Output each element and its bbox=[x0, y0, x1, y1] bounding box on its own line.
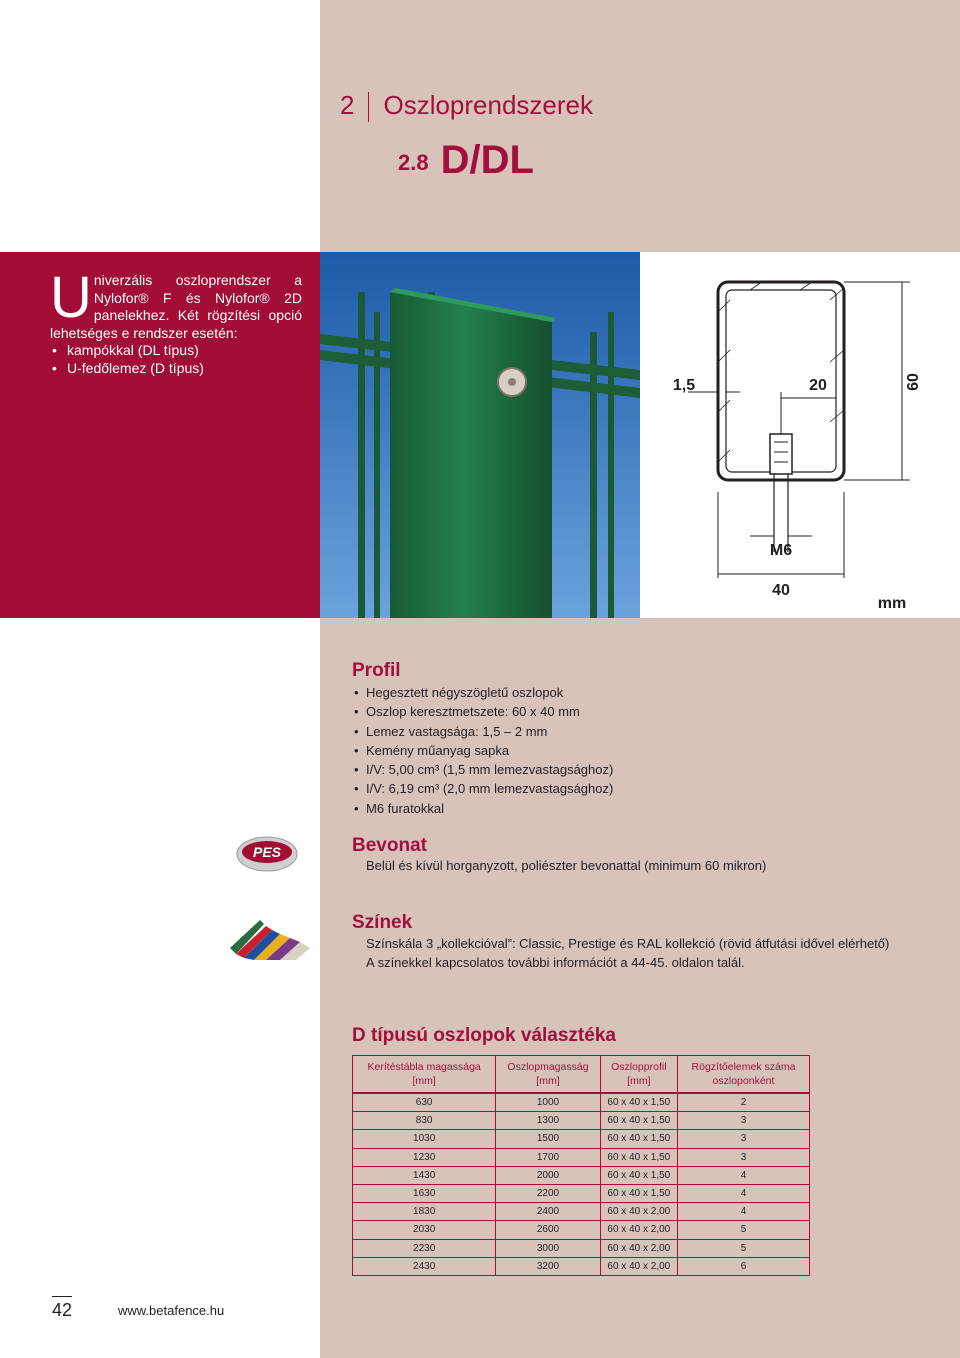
bolt-socket bbox=[508, 378, 516, 386]
wire-vertical bbox=[608, 312, 614, 618]
table-cell: 6 bbox=[678, 1257, 810, 1275]
table-cell: 630 bbox=[353, 1093, 496, 1112]
column-header-unit: oszloponként bbox=[712, 1075, 775, 1087]
column-header-unit: [mm] bbox=[627, 1075, 651, 1087]
dim-height: 60 bbox=[905, 373, 922, 391]
table-cell: 60 x 40 x 2,00 bbox=[600, 1257, 677, 1275]
page-number: 42 bbox=[52, 1300, 73, 1320]
szinek-heading: Színek bbox=[352, 912, 413, 933]
table-cell: 1430 bbox=[353, 1166, 496, 1184]
column-header-label: Oszlopmagasság bbox=[507, 1061, 589, 1073]
table-cell: 4 bbox=[678, 1166, 810, 1184]
bevonat-heading: Bevonat bbox=[352, 835, 427, 856]
intro-bullet: • U-fedőlemez (D típus) bbox=[50, 360, 302, 378]
table-row bbox=[353, 1148, 810, 1166]
table-cell: 1630 bbox=[353, 1184, 496, 1202]
profil-item: • Oszlop keresztmetszete: 60 x 40 mm bbox=[352, 702, 613, 721]
table-cell: 3200 bbox=[496, 1257, 600, 1275]
table-cell: 830 bbox=[353, 1112, 496, 1130]
dim-thickness: 1,5 bbox=[672, 377, 696, 394]
table-cell: 60 x 40 x 2,00 bbox=[600, 1221, 677, 1239]
column-header-label: Rögzítőelemek száma bbox=[691, 1061, 796, 1073]
section-title bbox=[398, 138, 534, 183]
table-cell: 60 x 40 x 1,50 bbox=[600, 1093, 677, 1112]
dim-bolt: M6 bbox=[769, 542, 793, 559]
table-cell: 4 bbox=[678, 1184, 810, 1202]
table-cell: 2 bbox=[678, 1093, 810, 1112]
table-row bbox=[353, 1130, 810, 1148]
table-cell: 2430 bbox=[353, 1257, 496, 1275]
profil-item: • I/V: 5,00 cm³ (1,5 mm lemezvastagsághoz) bbox=[352, 760, 613, 779]
profil-list bbox=[352, 683, 613, 818]
cross-section-drawing bbox=[640, 252, 960, 618]
page-number-rule bbox=[52, 1296, 72, 1297]
table-cell: 5 bbox=[678, 1221, 810, 1239]
column-header-unit: [mm] bbox=[536, 1075, 560, 1087]
intro-bullet: • kampókkal (DL típus) bbox=[50, 342, 302, 360]
szinek-text bbox=[366, 934, 889, 973]
profil-item: • Lemez vastagsága: 1,5 – 2 mm bbox=[352, 722, 613, 741]
table-cell: 60 x 40 x 1,50 bbox=[600, 1184, 677, 1202]
intro-bullets bbox=[50, 342, 302, 377]
dim-offset: 20 bbox=[809, 377, 827, 394]
chapter-separator bbox=[368, 92, 369, 122]
table-cell: 60 x 40 x 2,00 bbox=[600, 1203, 677, 1221]
table-cell: 60 x 40 x 1,50 bbox=[600, 1112, 677, 1130]
intro-text bbox=[50, 265, 302, 377]
profil-heading: Profil bbox=[352, 660, 401, 681]
table-cell: 1830 bbox=[353, 1203, 496, 1221]
nut bbox=[770, 434, 792, 474]
green-post bbox=[390, 292, 552, 618]
table-cell: 2030 bbox=[353, 1221, 496, 1239]
table-row bbox=[353, 1257, 810, 1275]
website-link[interactable]: www.betafence.hu bbox=[118, 1303, 225, 1318]
table-cell: 1230 bbox=[353, 1148, 496, 1166]
chapter-title: Oszloprendszerek bbox=[383, 90, 594, 120]
table-cell: 60 x 40 x 1,50 bbox=[600, 1166, 677, 1184]
table-cell: 5 bbox=[678, 1239, 810, 1257]
table-cell: 1000 bbox=[496, 1093, 600, 1112]
dim-width: 40 bbox=[772, 582, 790, 599]
section-number: 2.8 bbox=[398, 150, 429, 175]
table-cell: 2230 bbox=[353, 1239, 496, 1257]
table-cell: 3 bbox=[678, 1148, 810, 1166]
table-cell: 1300 bbox=[496, 1112, 600, 1130]
table-cell: 3 bbox=[678, 1130, 810, 1148]
table-cell: 60 x 40 x 1,50 bbox=[600, 1130, 677, 1148]
table-header-row bbox=[353, 1056, 810, 1094]
table-cell: 60 x 40 x 2,00 bbox=[600, 1239, 677, 1257]
intro-paragraph bbox=[50, 265, 302, 342]
section-name: D/DL bbox=[440, 138, 534, 182]
color-swatch-fan-image bbox=[226, 912, 314, 962]
pes-logo bbox=[236, 835, 298, 873]
column-header bbox=[600, 1056, 677, 1094]
table-heading: D típusú oszlopok választéka bbox=[352, 1025, 616, 1046]
chapter-header bbox=[340, 90, 593, 122]
column-header bbox=[496, 1056, 600, 1094]
bevonat-text: Belül és kívül horganyzott, poliészter bevonattal (minimum 60 mikron) bbox=[366, 858, 767, 873]
pes-logo-text: PES bbox=[252, 844, 282, 860]
intro-dropcap: U bbox=[50, 265, 92, 330]
table-row bbox=[353, 1239, 810, 1257]
table-cell: 2400 bbox=[496, 1203, 600, 1221]
table-cell: 3000 bbox=[496, 1239, 600, 1257]
table-cell: 2600 bbox=[496, 1221, 600, 1239]
post-photo bbox=[320, 252, 640, 618]
profil-item: • M6 furatokkal bbox=[352, 799, 613, 818]
profil-item: • I/V: 6,19 cm³ (2,0 mm lemezvastagsághoz) bbox=[352, 779, 613, 798]
column-header bbox=[353, 1056, 496, 1094]
column-header-label: Oszlopprofil bbox=[611, 1061, 667, 1073]
table-cell: 1500 bbox=[496, 1130, 600, 1148]
table-row bbox=[353, 1221, 810, 1239]
szinek-line: A színekkel kapcsolatos további információt a 44-45. oldalon talál. bbox=[366, 955, 745, 971]
intro-body: niverzális oszloprendszer a Nylofor® F és Nylofor® 2D panelekhez. Két rögzítési opció lehetséges e rendszer esetén: bbox=[50, 272, 302, 341]
table-row bbox=[353, 1184, 810, 1202]
table-cell: 1700 bbox=[496, 1148, 600, 1166]
column-header-unit: [mm] bbox=[412, 1075, 436, 1087]
table-cell: 2000 bbox=[496, 1166, 600, 1184]
table-row bbox=[353, 1093, 810, 1112]
profil-item: • Kemény műanyag sapka bbox=[352, 741, 613, 760]
table-row bbox=[353, 1203, 810, 1221]
profil-item: • Hegesztett négyszögletű oszlopok bbox=[352, 683, 613, 702]
chapter-number: 2 bbox=[340, 90, 355, 120]
unit-label: mm bbox=[877, 595, 907, 612]
post-selection-table bbox=[352, 1055, 810, 1276]
szinek-line: Színskála 3 „kollekcióval”: Classic, Prestige és RAL kollekció (rövid átfutási idővel elérhető) bbox=[366, 936, 890, 951]
table-cell: 3 bbox=[678, 1112, 810, 1130]
table-cell: 60 x 40 x 1,50 bbox=[600, 1148, 677, 1166]
table-cell: 2200 bbox=[496, 1184, 600, 1202]
table-cell: 1030 bbox=[353, 1130, 496, 1148]
table-cell: 4 bbox=[678, 1203, 810, 1221]
column-header-label: Kerítéstábla magassága bbox=[367, 1061, 481, 1073]
table-row bbox=[353, 1112, 810, 1130]
table-row bbox=[353, 1166, 810, 1184]
column-header bbox=[678, 1056, 810, 1094]
